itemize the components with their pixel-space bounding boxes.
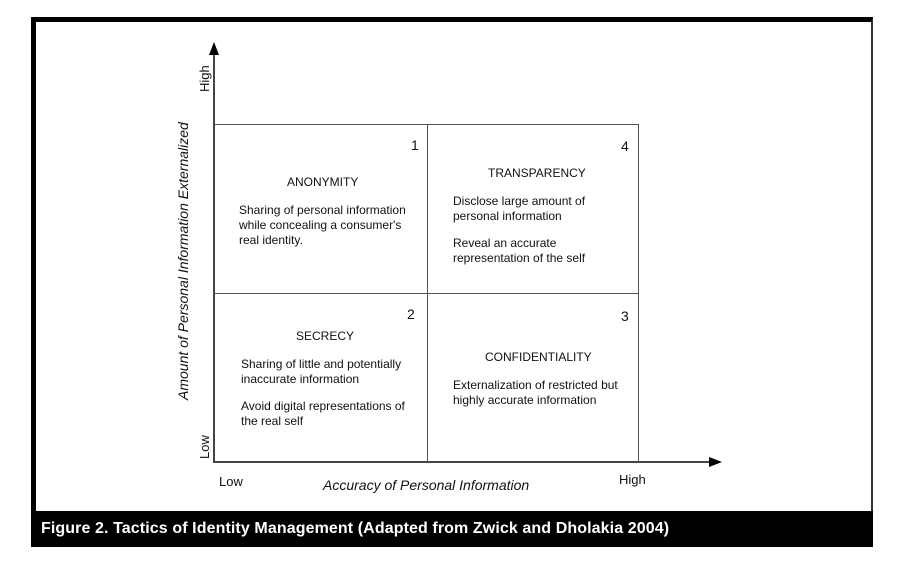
grid-middle-vertical-line xyxy=(427,124,428,462)
y-axis-title: Amount of Personal Information Externalized xyxy=(175,122,191,400)
quadrant-title: CONFIDENTIALITY xyxy=(485,350,592,364)
quadrant-description: Externalization of restricted but highly accurate information xyxy=(453,378,618,407)
quadrant-title: ANONYMITY xyxy=(287,175,359,189)
quadrant-number: 2 xyxy=(407,306,415,322)
quadrant-description: Sharing of personal information while concealing a consumer's real identity. xyxy=(239,203,406,247)
quadrant-description: Disclose large amount of personal information Reveal an accurate representation of the self xyxy=(453,194,586,265)
y-axis-low-label: Low xyxy=(197,435,212,459)
quadrant-description: Sharing of little and potentially inaccurate information Avoid digital representations of the real self xyxy=(241,357,405,428)
y-axis-line xyxy=(213,50,215,463)
quadrant-number: 1 xyxy=(411,137,419,153)
quadrant-number: 4 xyxy=(621,138,629,154)
x-axis-title: Accuracy of Personal Information xyxy=(323,477,530,493)
y-axis-arrow-icon xyxy=(209,42,219,55)
x-axis-arrow-icon xyxy=(709,457,722,467)
grid-right-line xyxy=(638,124,639,462)
figure-frame xyxy=(31,17,873,547)
figure-caption-bar xyxy=(31,511,873,547)
quadrant-number: 3 xyxy=(621,308,629,324)
quadrant-title: TRANSPARENCY xyxy=(488,166,586,180)
y-axis-high-label: High xyxy=(197,65,212,92)
quadrant-title: SECRECY xyxy=(296,329,355,343)
x-axis-high-label: High xyxy=(619,472,646,487)
figure-caption: Figure 2. Tactics of Identity Management (Adapted from Zwick and Dholakia 2004) xyxy=(41,520,670,537)
x-axis-low-label: Low xyxy=(219,474,243,489)
